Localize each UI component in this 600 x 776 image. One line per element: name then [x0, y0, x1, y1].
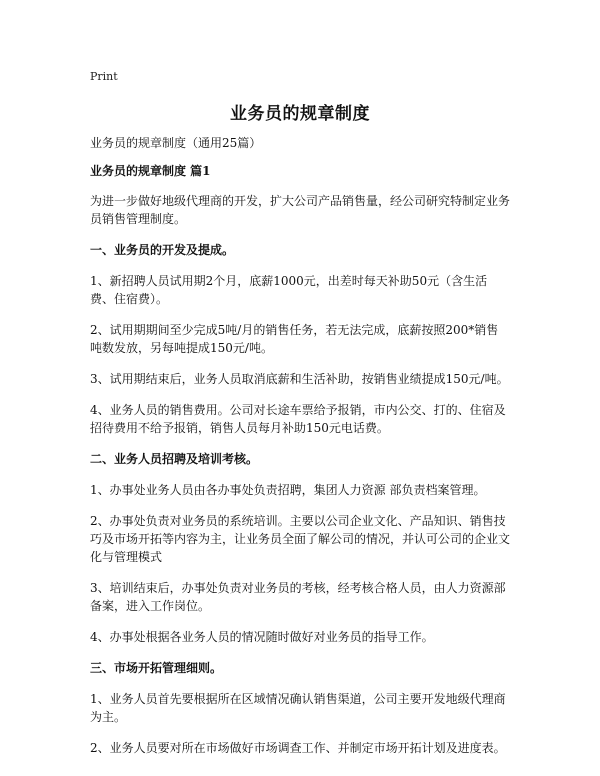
- article-body: [90, 134, 510, 770]
- section-heading-1: 一、业务员的开发及提成。: [90, 243, 235, 257]
- section-2-paragraph-2: 2、办事处负责对业务员的系统培训。主要以公司企业文化、产品知识、销售技巧及市场开拓等内容为主，让业务员全面了解公司的情况，并认可公司的企业文化与管理模式: [90, 514, 511, 564]
- document-subtitle: 业务员的规章制度（通用25篇）: [90, 136, 262, 150]
- section-1-paragraph-2: 2、试用期期间至少完成5吨/月的销售任务，若无法完成，底薪按照200*销售吨数发放，另每吨提成150元/吨。: [90, 323, 499, 355]
- article-heading: 业务员的规章制度 篇1: [90, 164, 211, 178]
- section-3-paragraph-2: 2、业务人员要对所在市场做好市场调查工作、并制定市场开拓计划及进度表。: [90, 741, 506, 755]
- section-1-paragraph-3: 3、试用期结束后，业务人员取消底薪和生活补助，按销售业绩提成150元/吨。: [90, 372, 509, 386]
- section-3-paragraph-1: 1、业务人员首先要根据所在区域情况确认销售渠道，公司主要开发地级代理商为主。: [90, 692, 506, 724]
- intro-paragraph: 为进一步做好地级代理商的开发，扩大公司产品销售量，经公司研究特制定业务员销售管理制度。: [90, 194, 511, 226]
- section-1-paragraph-1: 1、新招聘人员试用期2个月，底薪1000元，出差时每天补助50元（含生活费、住宿费）。: [90, 274, 488, 306]
- section-heading-2: 二、业务人员招聘及培训考核。: [90, 452, 259, 466]
- section-2-paragraph-3: 3、培训结束后，办事处负责对业务员的考核，经考核合格人员，由人力资源部备案，进入工作岗位。: [90, 581, 506, 613]
- section-2-paragraph-4: 4、办事处根据各业务人员的情况随时做好对业务员的指导工作。: [90, 630, 434, 644]
- print-link[interactable]: Print: [90, 70, 118, 83]
- section-2-paragraph-1: 1、办事处业务人员由各办事处负责招聘，集团人力资源 部负责档案管理。: [90, 483, 486, 497]
- section-1-paragraph-4: 4、业务人员的销售费用。公司对长途车票给予报销，市内公交、打的、住宿及招待费用不给予报销，销售人员每月补助150元电话费。: [90, 403, 506, 435]
- section-heading-3: 三、市场开拓管理细则。: [90, 661, 223, 675]
- page-title: 业务员的规章制度: [230, 104, 370, 124]
